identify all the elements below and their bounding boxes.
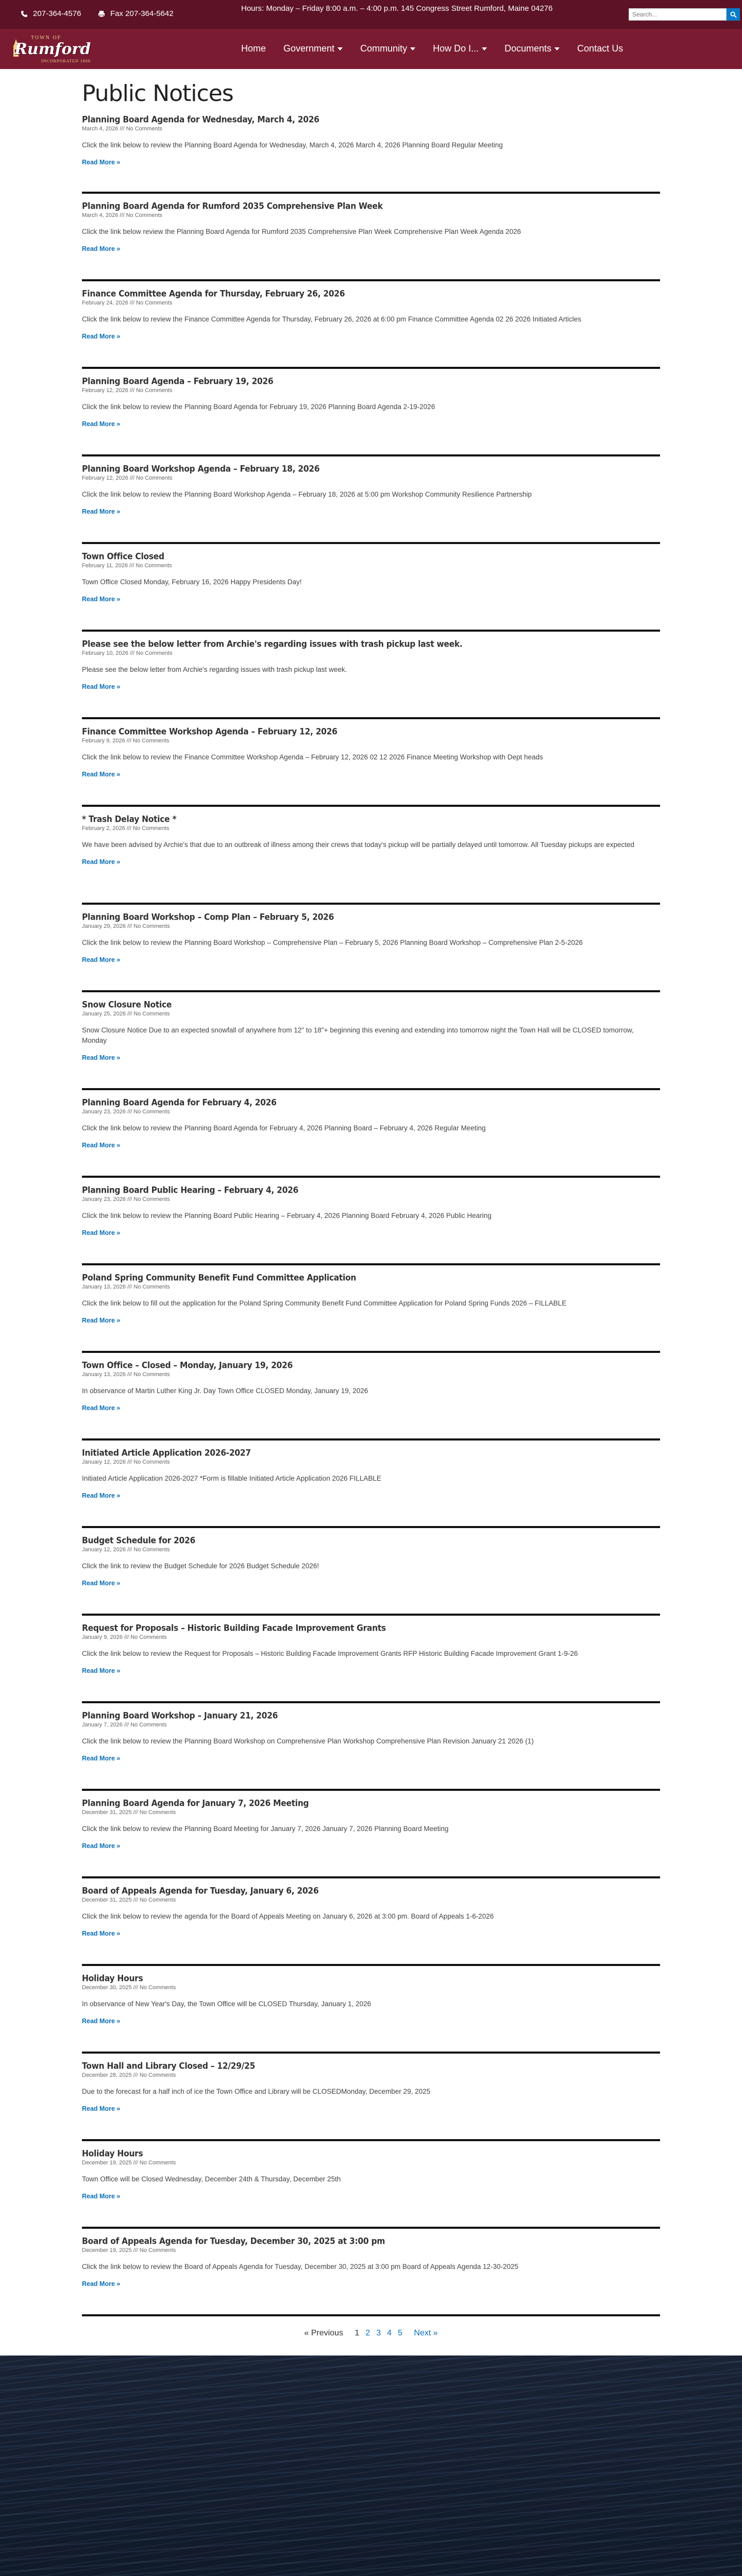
post-item: [82, 1791, 660, 1878]
fax-icon: [98, 10, 105, 18]
post-item: [82, 807, 660, 905]
office-hours: Hours: Monday – Friday 8:00 a.m. – 4:00 p.m. 145 Congress Street Rumford, Maine 04276: [241, 4, 553, 13]
post-item: [82, 544, 660, 632]
page-title: Public Notices: [82, 80, 233, 107]
footer-background: [0, 2355, 742, 2576]
read-more-link[interactable]: Read More »: [82, 1317, 121, 1324]
read-more-link[interactable]: Read More »: [82, 333, 121, 340]
post-meta: December 28, 2025 /// No Comments: [82, 2072, 176, 2078]
read-more-link[interactable]: Read More »: [82, 596, 121, 603]
post-excerpt: Due to the forecast for a half inch of ice the Town Office and Library will be CLOSEDMonday, December 29, 2025: [82, 2088, 431, 2095]
read-more-link[interactable]: Read More »: [82, 245, 121, 252]
fax-number: Fax 207-364-5642: [110, 9, 174, 18]
post-title[interactable]: Planning Board Workshop – January 21, 2026: [82, 1710, 278, 1721]
logo-incorporated: INCORPORATED 1800: [41, 59, 91, 63]
read-more-link[interactable]: Read More »: [82, 2018, 121, 2025]
post-excerpt: Click the link below to review the Planning Board Meeting for January 7, 2026 January 7, 2026 Planning Board Meeting: [82, 1825, 449, 1833]
post-title[interactable]: Planning Board Workshop Agenda – February 18, 2026: [82, 464, 320, 474]
post-meta: March 4, 2026 /// No Comments: [82, 126, 162, 132]
post-item: [82, 1528, 660, 1616]
site-footer: [0, 2355, 742, 2576]
post-item: [82, 632, 660, 719]
post-meta: December 31, 2025 /// No Comments: [82, 1897, 176, 1903]
page-link-2[interactable]: 2: [365, 2329, 370, 2337]
post-meta: December 31, 2025 /// No Comments: [82, 1809, 176, 1816]
logo-name: Rumford: [14, 40, 91, 58]
nav-item-label: How Do I...: [433, 43, 479, 54]
post-title[interactable]: * Trash Delay Notice *: [82, 814, 177, 824]
read-more-link[interactable]: Read More »: [82, 1492, 121, 1499]
post-excerpt: Click the link below to review the Board of Appeals Agenda for Tuesday, December 30, 2025 at 3:00 pm Board of Appeals Agenda 12-30-2025: [82, 2263, 519, 2270]
nav-item-home[interactable]: [241, 43, 266, 54]
read-more-link[interactable]: Read More »: [82, 771, 121, 778]
post-item: [82, 1703, 660, 1791]
page-link-4[interactable]: 4: [387, 2329, 392, 2337]
main-nav: [241, 43, 640, 54]
post-meta: January 25, 2026 /// No Comments: [82, 1011, 170, 1017]
post-title[interactable]: Holiday Hours: [82, 1973, 143, 1984]
post-excerpt: We have been advised by Archie's that due to an outbreak of illness among their crews that today's pickup will be partially delayed until tomorrow. All Tuesday pickups are expected: [82, 841, 635, 849]
nav-item-label: Home: [241, 43, 266, 54]
phone-number: 207-364-4576: [33, 9, 81, 18]
fax-contact: [98, 9, 174, 18]
post-title[interactable]: Finance Committee Workshop Agenda – February 12, 2026: [82, 726, 338, 737]
post-item: [82, 114, 660, 194]
post-title[interactable]: Board of Appeals Agenda for Tuesday, January 6, 2026: [82, 1886, 319, 1896]
read-more-link[interactable]: Read More »: [82, 1667, 121, 1674]
read-more-link[interactable]: Read More »: [82, 1755, 121, 1762]
post-title[interactable]: Town Office – Closed – Monday, January 19, 2026: [82, 1360, 293, 1370]
post-meta: January 12, 2026 /// No Comments: [82, 1459, 170, 1465]
read-more-link[interactable]: Read More »: [82, 683, 121, 690]
post-item: [82, 1353, 660, 1440]
post-meta: January 29, 2026 /// No Comments: [82, 923, 170, 929]
post-title[interactable]: Finance Committee Agenda for Thursday, February 26, 2026: [82, 289, 345, 299]
post-title[interactable]: Planning Board Agenda – February 19, 2026: [82, 376, 274, 386]
read-more-link[interactable]: Read More »: [82, 1842, 121, 1850]
caret-down-icon: [554, 47, 560, 50]
post-meta: January 9, 2026 /// No Comments: [82, 1634, 167, 1640]
caret-down-icon: [410, 47, 415, 50]
post-meta: February 11, 2026 /// No Comments: [82, 563, 172, 569]
read-more-link[interactable]: Read More »: [82, 2280, 121, 2287]
post-excerpt: Click the link below to review the Planning Board Agenda for February 4, 2026 Planning Board – February 4, 2026 Regular Meeting: [82, 1124, 486, 1132]
post-meta: January 13, 2026 /// No Comments: [82, 1371, 170, 1378]
next-page-link[interactable]: Next »: [414, 2329, 438, 2337]
read-more-link[interactable]: Read More »: [82, 858, 121, 866]
post-item: [82, 905, 660, 992]
pagination: [82, 2329, 660, 2349]
post-excerpt: Click the link below to fill out the application for the Poland Spring Community Benefit Fund Committee Application for Poland Spring Funds 2026 – FILLABLE: [82, 1299, 567, 1307]
phone-icon: [21, 10, 28, 18]
post-title[interactable]: Planning Board Agenda for February 4, 2026: [82, 1097, 277, 1108]
nav-item-label: Government: [283, 43, 335, 54]
post-item: [82, 1616, 660, 1703]
post-title[interactable]: Planning Board Workshop – Comp Plan – February 5, 2026: [82, 912, 334, 922]
nav-item-contact-us[interactable]: [577, 43, 623, 54]
post-title[interactable]: Planning Board Agenda for Wednesday, March 4, 2026: [82, 114, 319, 125]
nav-item-label: Documents: [504, 43, 552, 54]
post-excerpt: Click the link below to review the Request for Proposals – Historic Building Facade Improvement Grants RFP Historic Building Facade Improvement Grant 1-9-26: [82, 1650, 578, 1657]
post-meta: February 9, 2026 /// No Comments: [82, 738, 170, 744]
post-title[interactable]: Budget Schedule for 2026: [82, 1535, 195, 1546]
post-excerpt: Initiated Article Application 2026-2027 *Form is fillable Initiated Article Application 2026 FILLABLE: [82, 1475, 381, 1482]
post-item: [82, 1440, 660, 1528]
post-item: [82, 2229, 660, 2316]
logo-town-text: TOWN OF: [31, 35, 62, 41]
post-excerpt: In observance of New Year's Day, the Town Office will be CLOSED Thursday, January 1, 2026: [82, 2000, 372, 2008]
post-excerpt: Snow Closure Notice Due to an expected snowfall of anywhere from 12" to 18"+ beginning this evening and extending into tomorrow night the Town Hall will be CLOSED tomorrow, Monday: [82, 1026, 634, 1044]
page-link-1[interactable]: 1: [355, 2329, 360, 2337]
post-item: [82, 369, 660, 456]
read-more-link[interactable]: Read More »: [82, 1054, 121, 1061]
read-more-link[interactable]: Read More »: [82, 956, 121, 963]
post-title[interactable]: Request for Proposals – Historic Building Facade Improvement Grants: [82, 1623, 386, 1633]
post-excerpt: Click the link below to review the Finance Committee Workshop Agenda – February 12, 2026 02 12 2026 Finance Meeting Workshop with Dept heads: [82, 753, 543, 761]
post-excerpt: Click the link below to review the Finance Committee Agenda for Thursday, February 26, 2026 at 6:00 pm Finance Committee Agenda 02 26 2026 Initiated Articles: [82, 315, 582, 323]
post-excerpt: Please see the below letter from Archie's regarding issues with trash pickup last week.: [82, 666, 347, 673]
post-excerpt: Click the link below to review the Planning Board Workshop – Comprehensive Plan – February 5, 2026 Planning Board Workshop – Comprehensive Plan 2-5-2026: [82, 939, 583, 946]
read-more-link[interactable]: Read More »: [82, 2193, 121, 2200]
search-button[interactable]: [727, 8, 740, 21]
post-title[interactable]: Town Office Closed: [82, 551, 164, 562]
post-item: [82, 1966, 660, 2054]
post-list: [82, 114, 660, 2316]
site-header: [0, 29, 742, 69]
post-excerpt: Click the link below to review the Planning Board Workshop Agenda – February 18, 2026 at 5:00 pm Workshop Community Resilience Partnership: [82, 490, 532, 498]
post-excerpt: Click the link below to review the Planning Board Workshop on Comprehensive Plan Workshop Comprehensive Plan Revision January 21 2026 (1): [82, 1737, 534, 1745]
post-meta: February 12, 2026 /// No Comments: [82, 387, 173, 394]
search-form: [629, 8, 740, 21]
post-excerpt: Click the link below to review the Planning Board Agenda for February 19, 2026 Planning Board Agenda 2-19-2026: [82, 403, 435, 411]
post-item: [82, 194, 660, 281]
post-meta: January 13, 2026 /// No Comments: [82, 1284, 170, 1290]
post-item: [82, 2141, 660, 2229]
post-excerpt: Click the link below to review the Planning Board Public Hearing – February 4, 2026 Planning Board February 4, 2026 Public Hearing: [82, 1212, 492, 1219]
read-more-link[interactable]: Read More »: [82, 159, 121, 166]
read-more-link[interactable]: Read More »: [82, 1930, 121, 1937]
nav-item-government[interactable]: [283, 43, 343, 54]
post-title[interactable]: Poland Spring Community Benefit Fund Committee Application: [82, 1273, 357, 1283]
post-item: [82, 1090, 660, 1178]
search-input[interactable]: [629, 8, 727, 21]
post-excerpt: In observance of Martin Luther King Jr. Day Town Office CLOSED Monday, January 19, 2026: [82, 1387, 368, 1395]
nav-item-documents[interactable]: [504, 43, 560, 54]
post-excerpt: Click the link below to review the agenda for the Board of Appeals Meeting on January 6, 2026 at 3:00 pm. Board of Appeals 1-6-2026: [82, 1912, 494, 1920]
post-excerpt: Click the link below to review the Planning Board Agenda for Wednesday, March 4, 2026 March 4, 2026 Planning Board Regular Meeting: [82, 141, 503, 149]
post-meta: February 2, 2026 /// No Comments: [82, 825, 170, 832]
page-links: [351, 2329, 406, 2337]
post-title[interactable]: Planning Board Agenda for January 7, 2026 Meeting: [82, 1798, 309, 1808]
post-meta: February 10, 2026 /// No Comments: [82, 650, 173, 656]
post-excerpt: Town Office will be Closed Wednesday, December 24th & Thursday, December 25th: [82, 2175, 341, 2183]
previous-page-link[interactable]: « Previous: [304, 2329, 343, 2337]
nav-item-how-do-i[interactable]: [433, 43, 487, 54]
nav-item-label: Contact Us: [577, 43, 623, 54]
page-link-5[interactable]: 5: [398, 2329, 402, 2337]
caret-down-icon: [482, 47, 487, 50]
post-meta: December 30, 2025 /// No Comments: [82, 1985, 176, 1991]
post-item: [82, 281, 660, 369]
phone-contact[interactable]: [21, 9, 81, 18]
nav-item-community[interactable]: [360, 43, 415, 54]
page-link-3[interactable]: 3: [376, 2329, 381, 2337]
post-title[interactable]: Snow Closure Notice: [82, 999, 172, 1010]
post-item: [82, 1265, 660, 1353]
post-meta: January 12, 2026 /// No Comments: [82, 1547, 170, 1553]
read-more-link[interactable]: Read More »: [82, 2105, 121, 2112]
post-excerpt: Town Office Closed Monday, February 16, 2026 Happy Presidents Day!: [82, 578, 302, 586]
main-content: [82, 69, 660, 2349]
read-more-link[interactable]: Read More »: [82, 1229, 121, 1236]
post-item: [82, 1178, 660, 1265]
post-meta: February 12, 2026 /// No Comments: [82, 475, 173, 481]
post-meta: December 19, 2025 /// No Comments: [82, 2160, 176, 2166]
read-more-link[interactable]: Read More »: [82, 1580, 121, 1587]
nav-item-label: Community: [360, 43, 408, 54]
post-meta: January 23, 2026 /// No Comments: [82, 1109, 170, 1115]
top-bar: [0, 0, 742, 29]
post-meta: March 4, 2026 /// No Comments: [82, 212, 162, 218]
post-item: [82, 2054, 660, 2141]
read-more-link[interactable]: Read More »: [82, 1404, 121, 1412]
post-title[interactable]: Town Hall and Library Closed – 12/29/25: [82, 2061, 255, 2071]
town-logo[interactable]: [10, 35, 103, 64]
post-item: [82, 456, 660, 544]
post-excerpt: Click the link below review the Planning Board Agenda for Rumford 2035 Comprehensive Plan Week Comprehensive Plan Week Agenda 2026: [82, 228, 521, 235]
search-icon: [730, 11, 737, 18]
post-meta: January 23, 2026 /// No Comments: [82, 1196, 170, 1202]
read-more-link[interactable]: Read More »: [82, 1142, 121, 1149]
post-item: [82, 1878, 660, 1966]
post-title[interactable]: Board of Appeals Agenda for Tuesday, December 30, 2025 at 3:00 pm: [82, 2236, 385, 2246]
post-title[interactable]: Planning Board Agenda for Rumford 2035 Comprehensive Plan Week: [82, 201, 383, 211]
read-more-link[interactable]: Read More »: [82, 420, 121, 428]
post-meta: January 7, 2026 /// No Comments: [82, 1722, 167, 1728]
post-title[interactable]: Holiday Hours: [82, 2148, 143, 2159]
post-title[interactable]: Please see the below letter from Archie's regarding issues with trash pickup last week.: [82, 639, 463, 649]
caret-down-icon: [338, 47, 343, 50]
post-item: [82, 992, 660, 1090]
post-title[interactable]: Planning Board Public Hearing – February 4, 2026: [82, 1185, 299, 1195]
post-meta: February 24, 2026 /// No Comments: [82, 300, 173, 306]
read-more-link[interactable]: Read More »: [82, 508, 121, 515]
post-meta: December 19, 2025 /// No Comments: [82, 2247, 176, 2253]
post-title[interactable]: Initiated Article Application 2026-2027: [82, 1448, 251, 1458]
post-item: [82, 719, 660, 807]
post-excerpt: Click the link to review the Budget Schedule for 2026 Budget Schedule 2026!: [82, 1562, 319, 1570]
